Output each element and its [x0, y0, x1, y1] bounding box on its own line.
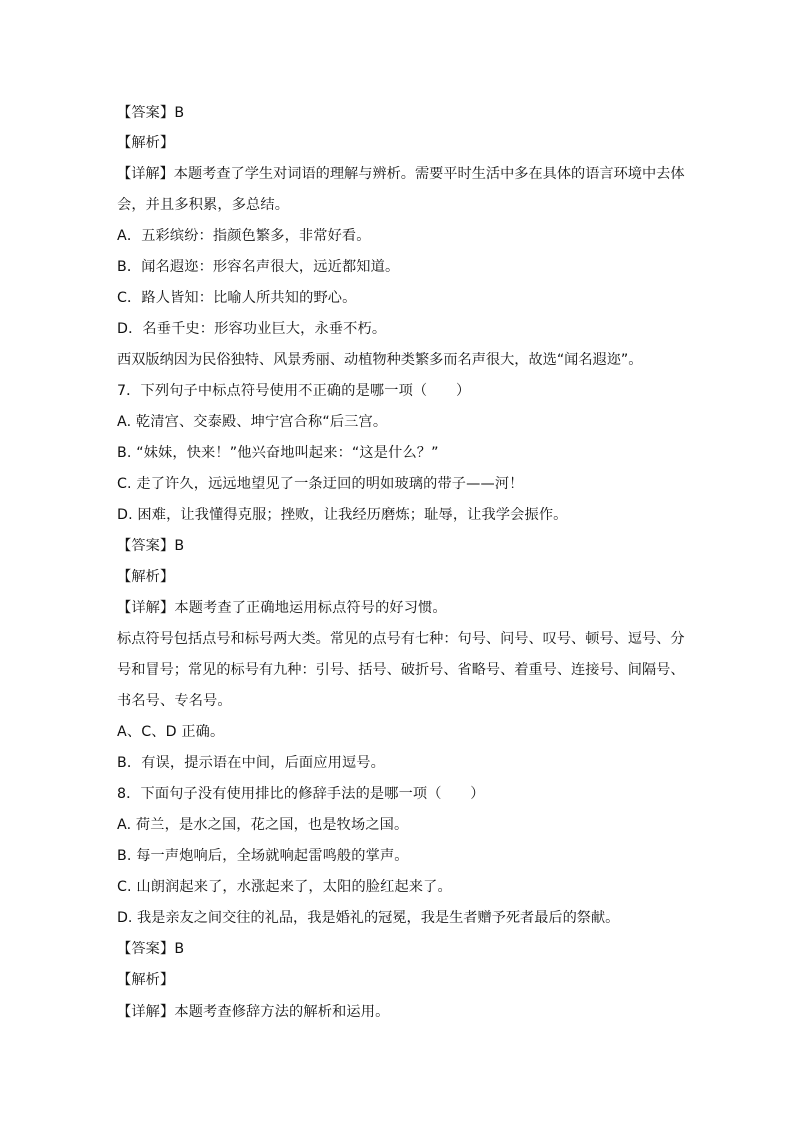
option-a: A. 荷兰，是水之国，花之国，也是牧场之国。 [117, 817, 409, 833]
option-c: C. 山朗润起来了，水涨起来了，太阳的脸红起来了。 [117, 879, 452, 895]
question-7: 7．下列句子中标点符号使用不正确的是哪一项（ ） [117, 383, 471, 399]
option-a: A．五彩缤纷：指颜色繁多，非常好看。 [117, 228, 371, 244]
detail-text: B．有误，提示语在中间，后面应用逗号。 [117, 755, 385, 771]
detail-text: 【详解】本题考查了正确地运用标点符号的好习惯。 [117, 600, 447, 616]
option-b: B. 每一声炮响后，全场就响起雷鸣般的掌声。 [117, 848, 409, 864]
answer-label: 【答案】B [117, 105, 185, 121]
option-a: A. 乾清宫、交泰殿、坤宁宫合称“后三宫。 [117, 414, 388, 430]
option-d: D. 困难，让我懂得克服；挫败，让我经历磨炼；耻辱，让我学会振作。 [117, 507, 568, 523]
conclusion-text: 西双版纳因为民俗独特、风景秀丽、动植物种类繁多而名声很大，故选“闻名遐迩”。 [117, 352, 643, 368]
detail-text: 号和冒号；常见的标号有九种：引号、括号、破折号、省略号、着重号、连接号、间隔号、 [117, 662, 685, 678]
detail-text: 会，并且多积累，多总结。 [117, 197, 290, 213]
option-d: D. 我是亲友之间交往的礼品，我是婚礼的冠冕，我是生者赠予死者最后的祭献。 [117, 910, 620, 926]
detail-text: 标点符号包括点号和标号两大类。常见的点号有七种：句号、问号、叹号、顿号、逗号、分 [117, 631, 685, 647]
option-c: C. 走了许久，远远地望见了一条迂回的明如玻璃的带子——河！ [117, 476, 524, 492]
detail-text: 【详解】本题考查修辞方法的解析和运用。 [117, 1004, 390, 1020]
answer-label: 【答案】B [117, 538, 185, 554]
detail-text: 【详解】本题考查了学生对词语的理解与辨析。需要平时生活中多在具体的语言环境中去体 [117, 166, 685, 182]
detail-text: A、C、D 正确。 [117, 724, 225, 740]
option-b: B．闻名遐迩：形容名声很大，远近都知道。 [117, 259, 400, 275]
option-b: B. “妹妹，快来！”他兴奋地叫起来：“这是什么？” [117, 445, 439, 461]
question-8: 8．下面句子没有使用排比的修辞手法的是哪一项（ ） [117, 786, 485, 802]
analysis-label: 【解析】 [117, 135, 175, 151]
option-d: D．名垂千史：形容功业巨大，永垂不朽。 [117, 321, 387, 337]
option-c: C．路人皆知：比喻人所共知的野心。 [117, 290, 357, 306]
analysis-label: 【解析】 [117, 972, 175, 988]
answer-label: 【答案】B [117, 941, 185, 957]
analysis-label: 【解析】 [117, 569, 175, 585]
detail-text: 书名号、专名号。 [117, 693, 232, 709]
